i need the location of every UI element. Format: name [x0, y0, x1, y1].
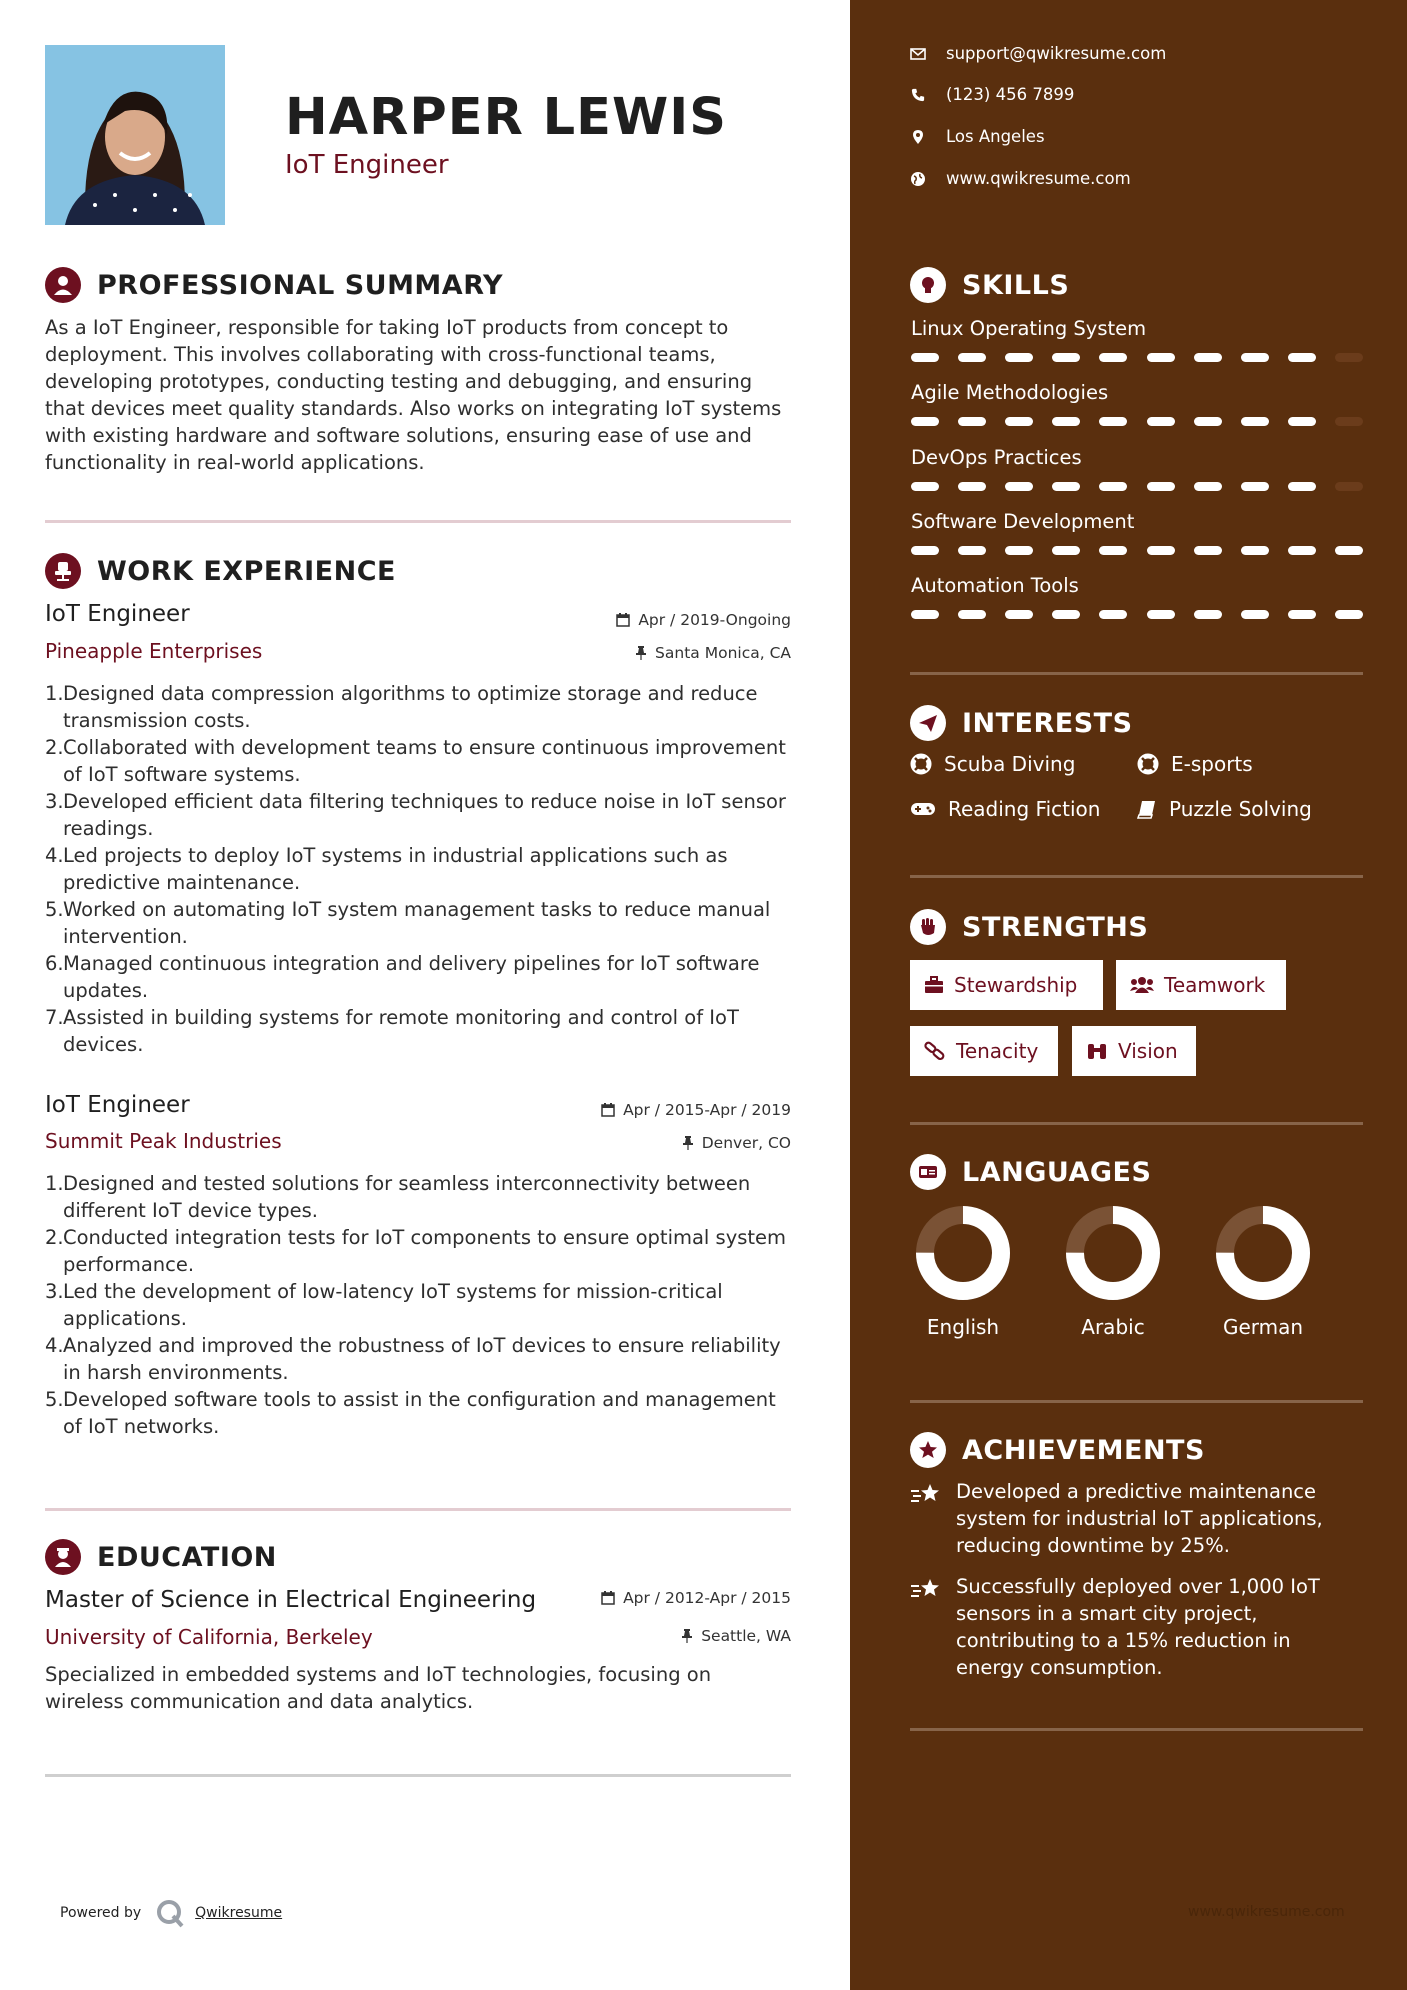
education-title: EDUCATION [97, 1541, 277, 1573]
language-item: English [908, 1205, 1018, 1339]
skill-segment [911, 353, 939, 362]
skill-segment [1052, 610, 1080, 619]
shooting-star-icon [910, 1482, 944, 1506]
strengths-title: STRENGTHS [962, 911, 1149, 943]
skill-segment [1099, 353, 1127, 362]
interest-item: Scuba Diving [910, 752, 1075, 776]
duty-number: 7. [45, 1006, 64, 1029]
skill-segment [958, 417, 986, 426]
skill-segment [1005, 353, 1033, 362]
skill-segment [911, 610, 939, 619]
duty-text: Developed software tools to assist in the configuration and management of IoT networks. [63, 1388, 776, 1438]
duty-item [45, 1332, 795, 1386]
book-icon [1137, 799, 1157, 819]
language-ring [915, 1205, 1011, 1301]
degree-title: Master of Science in Electrical Engineering [45, 1587, 537, 1613]
divider [45, 1508, 791, 1511]
contact-email[interactable]: support@qwikresume.com [910, 44, 1166, 63]
duty-item [45, 1386, 795, 1440]
skill-segment [1194, 546, 1222, 555]
languages-heading [910, 1154, 1151, 1190]
duty-item [45, 1004, 795, 1058]
duty-item [45, 734, 795, 788]
pin-icon [635, 646, 647, 660]
skill-meter [911, 482, 1363, 492]
skill-segment [1147, 482, 1175, 491]
lightbulb-icon [910, 267, 946, 303]
skill-segment [1241, 482, 1269, 491]
interests-heading [910, 705, 1133, 741]
skill-segment [1194, 482, 1222, 491]
skill-segment [1005, 546, 1033, 555]
globe-icon [910, 171, 926, 187]
skill-segment [1288, 610, 1316, 619]
education-text: Specialized in embedded systems and IoT technologies, focusing on wireless communication and data analytics. [45, 1663, 712, 1713]
candidate-name: HARPER LEWIS [285, 88, 727, 147]
duty-text: Analyzed and improved the robustness of IoT devices to ensure reliability in harsh environments. [63, 1334, 781, 1384]
skill-segment [958, 353, 986, 362]
fist-icon [910, 909, 946, 945]
divider [910, 1400, 1363, 1403]
skill-segment [958, 546, 986, 555]
skill-segment [1241, 417, 1269, 426]
powered-by: Powered by Qwikresume [60, 1898, 282, 1928]
life-ring-icon [1137, 753, 1159, 775]
education-location: Seattle, WA [681, 1627, 791, 1645]
interest-item: Reading Fiction [910, 797, 1100, 821]
duty-number: 3. [45, 1280, 64, 1303]
achievements-heading [910, 1432, 1205, 1468]
duty-number: 4. [45, 1334, 64, 1357]
job-duties [45, 680, 795, 1058]
duty-text: Conducted integration tests for IoT components to ensure optimal system performance. [63, 1226, 787, 1276]
graduate-icon [45, 1539, 81, 1575]
calendar-icon [601, 1103, 615, 1117]
strength-tag: Tenacity [910, 1026, 1058, 1076]
skill-segment [1005, 610, 1033, 619]
skill-segment [1147, 610, 1175, 619]
shooting-star-icon [910, 1577, 944, 1601]
skills-heading [910, 267, 1069, 303]
duty-number: 1. [45, 1172, 64, 1195]
divider [910, 1122, 1363, 1125]
strength-tag: Teamwork [1116, 960, 1286, 1010]
experience-title: WORK EXPERIENCE [97, 555, 396, 587]
languages-title: LANGUAGES [962, 1156, 1152, 1188]
divider [45, 1774, 791, 1777]
job-company: Summit Peak Industries [45, 1129, 282, 1153]
education-dates: Apr / 2012-Apr / 2015 [601, 1589, 791, 1607]
users-icon [1130, 976, 1154, 994]
skill-segment [1052, 546, 1080, 555]
duty-number: 2. [45, 736, 64, 759]
achievement-item: Successfully deployed over 1,000 IoT sensors in a smart city project, contributing to a 15% reduction in energy consumption. [910, 1573, 1363, 1681]
duty-text: Assisted in building systems for remote monitoring and control of IoT devices. [63, 1006, 739, 1056]
duty-number: 5. [45, 898, 64, 921]
summary-heading [45, 267, 503, 303]
duty-number: 6. [45, 952, 64, 975]
calendar-icon [616, 613, 630, 627]
duty-text: Designed and tested solutions for seamless interconnectivity between different IoT device types. [63, 1172, 751, 1222]
skill-segment [1052, 353, 1080, 362]
user-circle-icon [45, 267, 81, 303]
duty-number: 5. [45, 1388, 64, 1411]
language-item: German [1208, 1205, 1318, 1339]
achievement-item: Developed a predictive maintenance system for industrial IoT applications, reducing downtime by 25%. [910, 1478, 1363, 1559]
job-duties [45, 1170, 795, 1440]
experience-heading [45, 553, 396, 589]
skill-segment [1147, 417, 1175, 426]
duty-text: Led the development of low-latency IoT systems for mission-critical applications. [63, 1280, 723, 1330]
job-title: IoT Engineer [45, 601, 190, 627]
skill-segment [1194, 353, 1222, 362]
phone-icon [910, 88, 926, 102]
skill-name: Linux Operating System [911, 317, 1147, 340]
contact-location: Los Angeles [910, 127, 1045, 146]
skill-meter [911, 353, 1363, 363]
chair-icon [45, 553, 81, 589]
skill-segment [1288, 546, 1316, 555]
language-ring [1065, 1205, 1161, 1301]
skill-name: Automation Tools [911, 574, 1079, 597]
duty-number: 4. [45, 844, 64, 867]
skill-segment [1147, 353, 1175, 362]
duty-text: Managed continuous integration and delivery pipelines for IoT software updates. [63, 952, 760, 1002]
skill-segment [1288, 482, 1316, 491]
duty-text: Collaborated with development teams to ensure continuous improvement of IoT software systems. [63, 736, 786, 786]
link-icon [924, 1041, 946, 1061]
job-location: Santa Monica, CA [635, 644, 791, 662]
language-item: Arabic [1058, 1205, 1168, 1339]
skill-segment [1099, 482, 1127, 491]
skill-meter [911, 417, 1363, 427]
skill-segment [911, 482, 939, 491]
divider [910, 1728, 1363, 1731]
skill-name: Agile Methodologies [911, 381, 1109, 404]
skill-segment [1052, 482, 1080, 491]
skill-segment [1194, 610, 1222, 619]
divider [910, 672, 1363, 675]
job-dates: Apr / 2015-Apr / 2019 [601, 1101, 791, 1119]
education-heading [45, 1539, 277, 1575]
skill-segment [958, 482, 986, 491]
skill-segment [1005, 417, 1033, 426]
binoculars-icon [1086, 1042, 1108, 1060]
skill-segment [1052, 417, 1080, 426]
job-dates: Apr / 2019-Ongoing [616, 611, 791, 629]
life-ring-icon [910, 753, 932, 775]
divider [910, 875, 1363, 878]
interests-title: INTERESTS [962, 707, 1133, 739]
interest-item: Puzzle Solving [1137, 797, 1312, 821]
skill-segment [1335, 610, 1363, 619]
skill-segment [1288, 417, 1316, 426]
language-icon [910, 1154, 946, 1190]
skill-segment [1335, 546, 1363, 555]
duty-text: Worked on automating IoT system management tasks to reduce manual intervention. [63, 898, 771, 948]
skills-title: SKILLS [962, 269, 1070, 301]
duty-item [45, 1170, 795, 1224]
skill-segment [1099, 546, 1127, 555]
duty-item [45, 1224, 795, 1278]
skill-segment [1099, 417, 1127, 426]
skill-segment [911, 417, 939, 426]
language-ring [1215, 1205, 1311, 1301]
skill-segment [1241, 546, 1269, 555]
skill-segment [1335, 417, 1363, 426]
duty-item [45, 896, 795, 950]
duty-item [45, 680, 795, 734]
skill-segment [1288, 353, 1316, 362]
duty-text: Developed efficient data filtering techniques to reduce noise in IoT sensor readings. [63, 790, 786, 840]
skill-segment [1241, 610, 1269, 619]
star-badge-icon [910, 1432, 946, 1468]
summary-title: PROFESSIONAL SUMMARY [97, 269, 504, 301]
candidate-role: IoT Engineer [285, 150, 449, 180]
gamepad-icon [910, 800, 936, 818]
duty-number: 3. [45, 790, 64, 813]
pin-icon [682, 1136, 694, 1150]
job-title: IoT Engineer [45, 1092, 190, 1118]
paper-plane-icon [910, 705, 946, 741]
duty-number: 1. [45, 682, 64, 705]
strength-tag: Stewardship [910, 960, 1103, 1010]
strength-tag: Vision [1072, 1026, 1196, 1076]
skill-segment [958, 610, 986, 619]
qwikresume-logo-icon [155, 1898, 185, 1928]
summary-text: As a IoT Engineer, responsible for taking IoT products from concept to deployment. This involves collaborating with cross-functional teams, developing prototypes, conducting testing and debugging, and ensuring that devices meet quality standards. Also works on integrating IoT systems with existing hardware and software solutions, ensuring ease of use and functionality in real-world applications. [45, 316, 782, 474]
skill-segment [1335, 482, 1363, 491]
school-name: University of California, Berkeley [45, 1625, 373, 1649]
duty-item [45, 788, 795, 842]
contact-website[interactable]: www.qwikresume.com [910, 169, 1131, 188]
skill-segment [1241, 353, 1269, 362]
skill-segment [1099, 610, 1127, 619]
achievements-title: ACHIEVEMENTS [962, 1434, 1205, 1466]
calendar-icon [601, 1591, 615, 1605]
duty-item [45, 842, 795, 896]
skill-meter [911, 610, 1363, 620]
skill-meter [911, 546, 1363, 556]
duty-text: Led projects to deploy IoT systems in industrial applications such as predictive maintenance. [63, 844, 728, 894]
skill-name: DevOps Practices [911, 446, 1082, 469]
contact-phone[interactable]: (123) 456 7899 [910, 85, 1074, 104]
divider [45, 520, 791, 523]
profile-photo [45, 45, 225, 225]
envelope-icon [910, 48, 926, 60]
duty-item [45, 1278, 795, 1332]
skill-segment [1147, 546, 1175, 555]
skill-segment [1335, 353, 1363, 362]
briefcase-icon [924, 976, 944, 994]
skill-segment [911, 546, 939, 555]
footer-website: www.qwikresume.com [1188, 1904, 1345, 1920]
skill-segment [1005, 482, 1033, 491]
job-location: Denver, CO [682, 1134, 791, 1152]
skill-segment [1194, 417, 1222, 426]
duty-number: 2. [45, 1226, 64, 1249]
duty-item [45, 950, 795, 1004]
interest-item: E-sports [1137, 752, 1253, 776]
strengths-heading [910, 909, 1148, 945]
map-marker-icon [910, 129, 926, 145]
pin-icon [681, 1629, 693, 1643]
duty-text: Designed data compression algorithms to optimize storage and reduce transmission costs. [63, 682, 758, 732]
skill-name: Software Development [911, 510, 1135, 533]
job-company: Pineapple Enterprises [45, 639, 263, 663]
qwikresume-link[interactable]: Qwikresume [195, 1905, 283, 1921]
